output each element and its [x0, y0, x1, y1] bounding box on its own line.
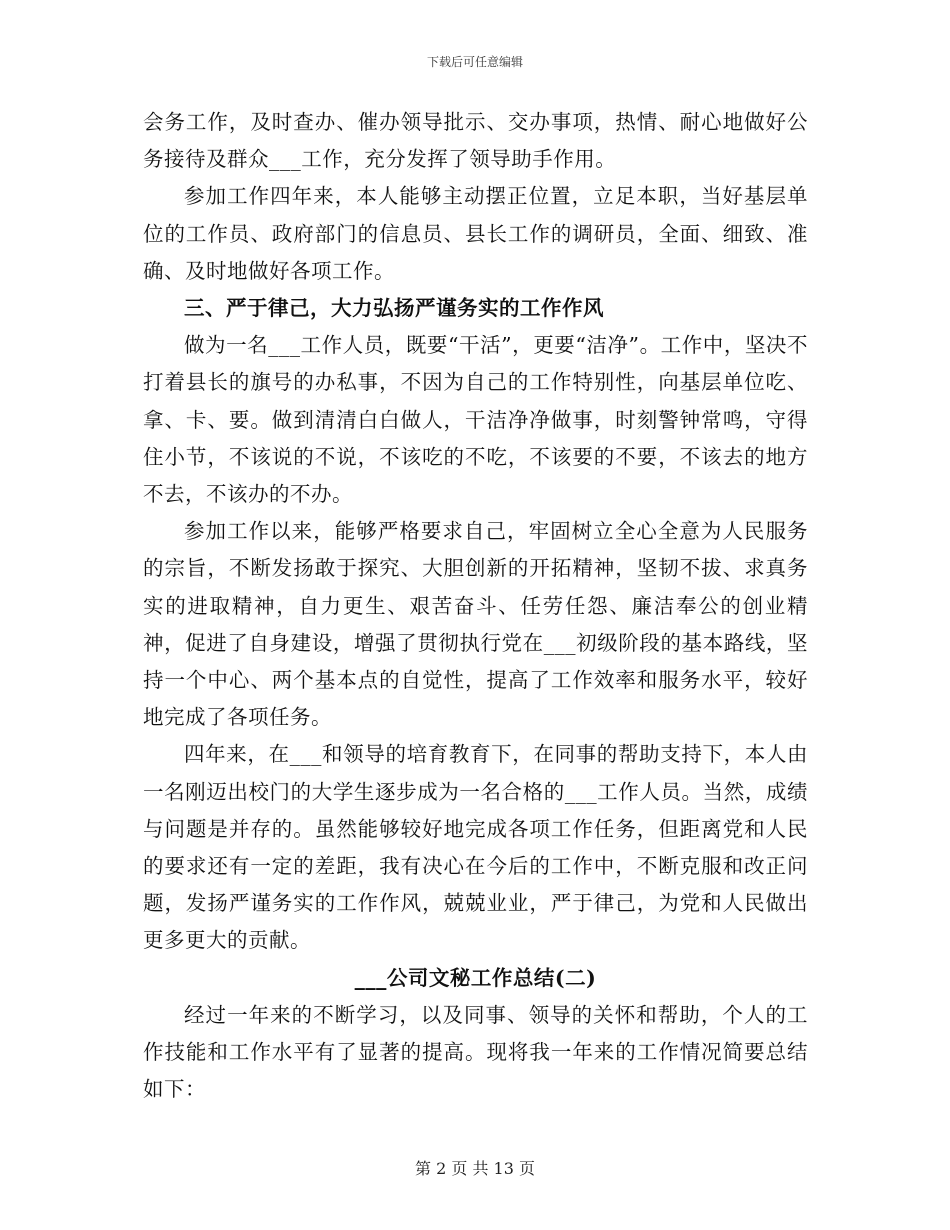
paragraph: 四年来，在___和领导的培育教育下，在同事的帮助支持下，本人由一名刚迈出校门的大学生逐步成为一名合格的___工作人员。当然，成绩与问题是并存的。虽然能够较好地完成各项工作任务，但距离党和人民的要求还有一定的差距，我有决心在今后的工作中，不断克服和改正问题，发扬严谨务实的工作作风，兢兢业业，严于律己，为党和人民做出更多更大的贡献。	[143, 742, 808, 953]
document-title: ___公司文秘工作总结(二)	[354, 965, 597, 990]
section-heading: 三、严于律己，大力弘扬严谨务实的工作作风	[184, 296, 604, 321]
paragraph: 做为一名___工作人员，既要“干活”，更要“洁净”。工作中，坚决不打着县长的旗号的办私事，不因为自己的工作特别性，向基层单位吃、拿、卡、要。做到清清白白做人，干洁净净做事，时刻警钟常鸣，守得住小节，不该说的不说，不该吃的不吃，不该要的不要，不该去的地方不去，不该办的不办。	[143, 333, 808, 507]
document-body	[143, 104, 808, 1108]
header-note: 下载后可任意编辑	[426, 55, 523, 69]
page-number: 第 2 页 共 13 页	[415, 1159, 535, 1178]
paragraph: 参加工作四年来，本人能够主动摆正位置，立足本职，当好基层单位的工作员、政府部门的信息员、县长工作的调研员，全面、细致、准确、及时地做好各项工作。	[143, 184, 808, 283]
paragraph: 经过一年来的不断学习，以及同事、领导的关怀和帮助，个人的工作技能和工作水平有了显著的提高。现将我一年来的工作情况简要总结如下：	[143, 1002, 808, 1102]
paragraph: 参加工作以来，能够严格要求自己，牢固树立全心全意为人民服务的宗旨，不断发扬敢于探究、大胆创新的开拓精神，坚韧不拔、求真务实的进取精神，自力更生、艰苦奋斗、任劳任怨、廉洁奉公的创业精神，促进了自身建设，增强了贯彻执行党在___初级阶段的基本路线，坚持一个中心、两个基本点的自觉性，提高了工作效率和服务水平，较好地完成了各项任务。	[143, 519, 808, 730]
paragraph-continued: 会务工作，及时查办、催办领导批示、交办事项，热情、耐心地做好公务接待及群众___工作，充分发挥了领导助手作用。	[143, 110, 808, 172]
